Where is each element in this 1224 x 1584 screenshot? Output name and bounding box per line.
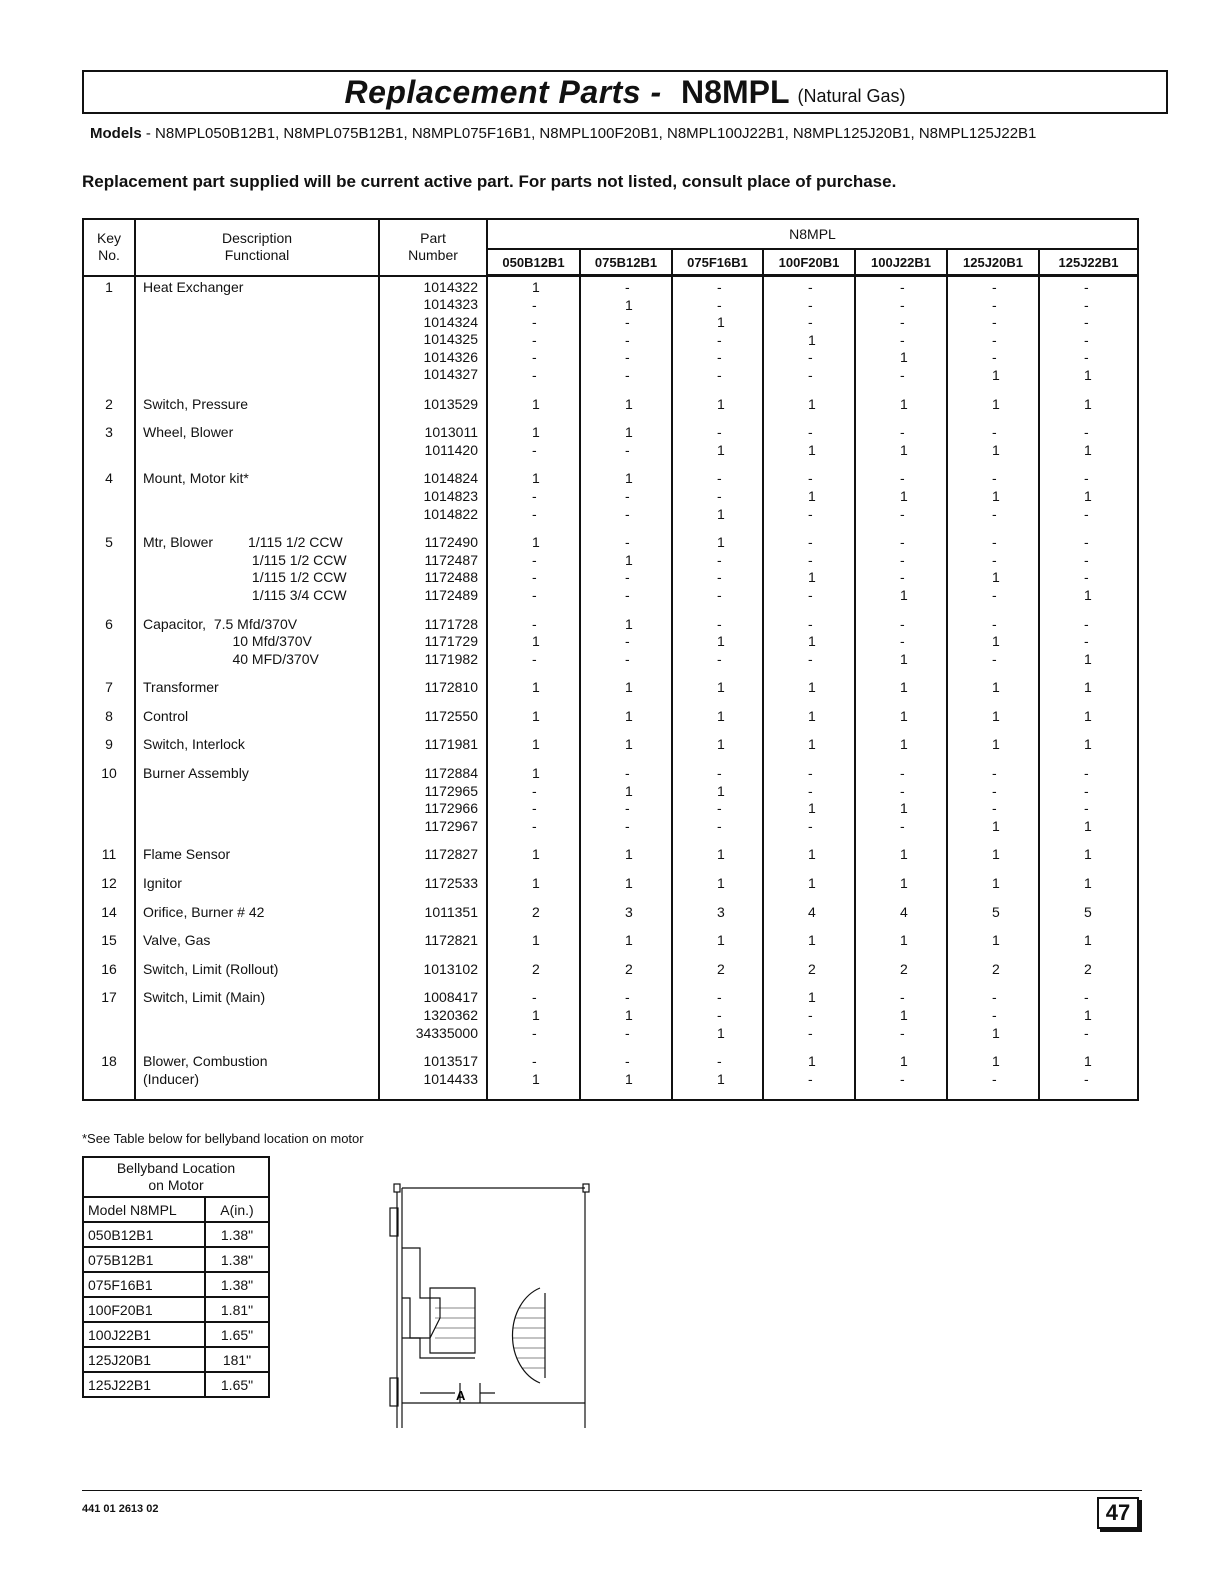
quantity-cell: 4 <box>855 904 947 922</box>
quantity-cell: 1 <box>763 396 855 414</box>
table-row <box>83 989 1138 1042</box>
header-model-col: 100F20B1 <box>763 249 855 276</box>
bellyband-col-a: A(in.) <box>205 1197 269 1222</box>
quantity-cell: 1 <box>855 875 947 893</box>
bellyband-row <box>83 1322 269 1347</box>
part-number: 1171981 <box>379 736 487 754</box>
header-part-number: Part Number <box>379 219 487 276</box>
quantity-cell: 2 <box>1039 961 1138 979</box>
quantity-cell: 1 <box>580 736 672 754</box>
quantity-cell: 2 <box>947 961 1039 979</box>
part-description: Switch, Limit (Rollout) <box>135 961 379 979</box>
quantity-cell: 1 <box>672 396 763 414</box>
bellyband-table <box>82 1156 270 1398</box>
doc-number: 441 01 2613 02 <box>82 1503 159 1515</box>
part-description: Mtr, Blower 1/115 1/2 CCW 1/115 1/2 CCW 1/115 1/2 CCW 1/115 3/4 CCW <box>135 534 379 604</box>
quantity-cell: 1 <box>947 708 1039 726</box>
part-number: 1013011 1011420 <box>379 424 487 459</box>
quantity-cell: 1 <box>763 736 855 754</box>
quantity-cell: - 1 - - <box>580 534 672 604</box>
quantity-cell: 2 <box>672 961 763 979</box>
models-label: Models <box>90 125 142 142</box>
part-description: Transformer <box>135 679 379 697</box>
part-number: 1172810 <box>379 679 487 697</box>
bellyband-model: 100F20B1 <box>83 1297 205 1322</box>
quantity-cell: 1 <box>763 846 855 864</box>
replacement-note: Replacement part supplied will be current active part. For parts not listed, consult place of purchase. <box>82 172 897 191</box>
row-spacer <box>83 523 1138 534</box>
quantity-cell: 1 <box>487 875 580 893</box>
part-description: Control <box>135 708 379 726</box>
bellyband-value: 1.65" <box>205 1322 269 1347</box>
footnote: *See Table below for bellyband location on motor <box>82 1131 364 1146</box>
quantity-cell: - - - - - 1 <box>1039 276 1138 385</box>
quantity-cell: 1 - - <box>763 989 855 1042</box>
header-model-group: N8MPL <box>487 219 1138 249</box>
key-number: 10 <box>83 765 135 835</box>
quantity-cell: 1 <box>1039 846 1138 864</box>
key-number: 15 <box>83 932 135 950</box>
header-model-col: 125J20B1 <box>947 249 1039 276</box>
quantity-cell: 1 <box>855 846 947 864</box>
quantity-cell: 5 <box>1039 904 1138 922</box>
quantity-cell: - - 1 <box>1039 616 1138 669</box>
quantity-cell: 2 <box>855 961 947 979</box>
part-number: 1014322 1014323 1014324 1014325 1014326 1014327 <box>379 276 487 385</box>
part-description: Switch, Interlock <box>135 736 379 754</box>
part-number: 1172550 <box>379 708 487 726</box>
part-description: Switch, Limit (Main) <box>135 989 379 1042</box>
quantity-cell: 1 <box>947 396 1039 414</box>
part-number: 1172827 <box>379 846 487 864</box>
part-number: 1172821 <box>379 932 487 950</box>
quantity-cell: - - - 1 <box>855 534 947 604</box>
part-description: Valve, Gas <box>135 932 379 950</box>
row-spacer <box>83 1042 1138 1053</box>
quantity-cell: - 1 - <box>1039 989 1138 1042</box>
quantity-cell: - - - 1 <box>1039 534 1138 604</box>
quantity-cell: - 1 - <box>1039 470 1138 523</box>
part-number: 1014824 1014823 1014822 <box>379 470 487 523</box>
quantity-cell: 1 <box>672 736 763 754</box>
quantity-cell: - 1 - <box>487 616 580 669</box>
bellyband-model: 100J22B1 <box>83 1322 205 1347</box>
key-number: 2 <box>83 396 135 414</box>
part-number: 1011351 <box>379 904 487 922</box>
quantity-cell: 1 <box>1039 932 1138 950</box>
header-model-col: 075B12B1 <box>580 249 672 276</box>
header-key: Key No. <box>83 219 135 276</box>
quantity-cell: 1 <box>487 679 580 697</box>
key-number: 17 <box>83 989 135 1042</box>
key-number: 14 <box>83 904 135 922</box>
quantity-cell: - 1 - <box>947 616 1039 669</box>
quantity-cell: 1 <box>672 679 763 697</box>
quantity-cell: - - 1 - <box>763 534 855 604</box>
quantity-cell: 1 <box>1039 708 1138 726</box>
quantity-cell: - 1 - - - - <box>580 276 672 385</box>
quantity-cell: 1 <box>487 846 580 864</box>
quantity-cell: 2 <box>580 961 672 979</box>
row-spacer <box>83 893 1138 904</box>
quantity-cell: 1 <box>580 396 672 414</box>
key-number: 7 <box>83 679 135 697</box>
quantity-cell: 1 <box>855 708 947 726</box>
table-row <box>83 616 1138 669</box>
quantity-cell: 1 - <box>1039 1053 1138 1088</box>
part-description: Heat Exchanger <box>135 276 379 385</box>
bellyband-value: 1.38" <box>205 1247 269 1272</box>
bellyband-model: 050B12B1 <box>83 1222 205 1247</box>
quantity-cell: - 1 - - <box>672 765 763 835</box>
bellyband-value: 1.38" <box>205 1272 269 1297</box>
row-spacer <box>83 864 1138 875</box>
bellyband-col-model: Model N8MPL <box>83 1197 205 1222</box>
part-description: Flame Sensor <box>135 846 379 864</box>
quantity-cell: 1 - - - <box>487 765 580 835</box>
quantity-cell: 1 - - - <box>487 534 580 604</box>
quantity-cell: 1 <box>580 708 672 726</box>
quantity-cell: 1 <box>487 932 580 950</box>
bellyband-model: 075B12B1 <box>83 1247 205 1272</box>
quantity-cell: - 1 - <box>672 616 763 669</box>
row-spacer <box>83 1088 1138 1100</box>
quantity-cell: - - 1 <box>672 989 763 1042</box>
row-spacer <box>83 605 1138 616</box>
quantity-cell: 1 <box>487 396 580 414</box>
quantity-cell: 1 <box>947 932 1039 950</box>
quantity-cell: 2 <box>487 904 580 922</box>
row-spacer <box>83 978 1138 989</box>
bellyband-row <box>83 1297 269 1322</box>
header-description: Description Functional <box>135 219 379 276</box>
quantity-cell: - 1 <box>855 424 947 459</box>
parts-table <box>82 218 1139 1101</box>
quantity-cell: 1 <box>763 875 855 893</box>
row-spacer <box>83 921 1138 932</box>
bellyband-model: 125J22B1 <box>83 1372 205 1397</box>
quantity-cell: - - - - - 1 <box>947 276 1039 385</box>
quantity-cell: 1 - - - <box>672 534 763 604</box>
quantity-cell: - - 1 - <box>763 765 855 835</box>
quantity-cell: 1 - - - - - <box>487 276 580 385</box>
part-description: Capacitor, 7.5 Mfd/370V 10 Mfd/370V 40 MFD/370V <box>135 616 379 669</box>
quantity-cell: - 1 <box>763 424 855 459</box>
quantity-cell: 1 <box>947 679 1039 697</box>
quantity-cell: 1 <box>672 932 763 950</box>
quantity-cell: - - - 1 <box>947 765 1039 835</box>
quantity-cell: - 1 <box>580 1053 672 1088</box>
quantity-cell: 1 - <box>580 424 672 459</box>
part-number: 1013102 <box>379 961 487 979</box>
part-number: 1013517 1014433 <box>379 1053 487 1088</box>
quantity-cell: 1 <box>487 708 580 726</box>
quantity-cell: - 1 - <box>763 470 855 523</box>
quantity-cell: - 1 - <box>947 470 1039 523</box>
table-row <box>83 904 1138 922</box>
quantity-cell: 1 <box>763 932 855 950</box>
quantity-cell: - 1 - <box>487 989 580 1042</box>
bellyband-row <box>83 1222 269 1247</box>
quantity-cell: - 1 <box>672 1053 763 1088</box>
quantity-cell: 3 <box>580 904 672 922</box>
part-number: 1172884 1172965 1172966 1172967 <box>379 765 487 835</box>
bellyband-row <box>83 1272 269 1297</box>
quantity-cell: 1 <box>855 932 947 950</box>
bellyband-model: 125J20B1 <box>83 1347 205 1372</box>
blower-motor-diagram <box>380 1178 610 1438</box>
quantity-cell: 1 <box>580 875 672 893</box>
table-row <box>83 932 1138 950</box>
quantity-cell: 1 - <box>947 1053 1039 1088</box>
part-number: 1013529 <box>379 396 487 414</box>
quantity-cell: 1 - - <box>580 470 672 523</box>
quantity-cell: 1 <box>763 708 855 726</box>
bellyband-title: Bellyband Location on Motor <box>83 1157 269 1197</box>
quantity-cell: - - 1 - <box>947 534 1039 604</box>
key-number: 4 <box>83 470 135 523</box>
title-fuel: (Natural Gas) <box>797 85 906 106</box>
row-spacer <box>83 385 1138 396</box>
header-model-col: 075F16B1 <box>672 249 763 276</box>
page-number: 47 <box>1097 1497 1139 1529</box>
row-spacer <box>83 668 1138 679</box>
table-row <box>83 396 1138 414</box>
row-spacer <box>83 413 1138 424</box>
footer-rule <box>82 1490 1142 1491</box>
quantity-cell: 5 <box>947 904 1039 922</box>
key-number: 11 <box>83 846 135 864</box>
bellyband-value: 1.65" <box>205 1372 269 1397</box>
quantity-cell: 4 <box>763 904 855 922</box>
quantity-cell: 1 - - <box>580 616 672 669</box>
part-description: Orifice, Burner # 42 <box>135 904 379 922</box>
quantity-cell: 3 <box>672 904 763 922</box>
key-number: 3 <box>83 424 135 459</box>
table-row <box>83 765 1138 835</box>
part-description: Blower, Combustion (Inducer) <box>135 1053 379 1088</box>
part-number: 1172533 <box>379 875 487 893</box>
bellyband-row <box>83 1372 269 1397</box>
quantity-cell: 1 <box>855 396 947 414</box>
table-row <box>83 961 1138 979</box>
bellyband-value: 1.81" <box>205 1297 269 1322</box>
quantity-cell: 2 <box>487 961 580 979</box>
key-number: 18 <box>83 1053 135 1088</box>
quantity-cell: - - - 1 - - <box>763 276 855 385</box>
row-spacer <box>83 754 1138 765</box>
page-title <box>82 70 1168 114</box>
key-number: 16 <box>83 961 135 979</box>
quantity-cell: - 1 - <box>763 616 855 669</box>
header-model-col: 100J22B1 <box>855 249 947 276</box>
table-row <box>83 1053 1138 1088</box>
quantity-cell: 1 <box>1039 679 1138 697</box>
part-number: 1008417 1320362 34335000 <box>379 989 487 1042</box>
table-row <box>83 708 1138 726</box>
part-description: Wheel, Blower <box>135 424 379 459</box>
quantity-cell: 1 <box>672 846 763 864</box>
key-number: 6 <box>83 616 135 669</box>
quantity-cell: 1 <box>580 932 672 950</box>
row-spacer <box>83 950 1138 961</box>
quantity-cell: 1 <box>487 736 580 754</box>
diagram-label-a: A <box>456 1388 466 1403</box>
quantity-cell: 1 - - <box>487 470 580 523</box>
row-spacer <box>83 459 1138 470</box>
part-number: 1172490 1172487 1172488 1172489 <box>379 534 487 604</box>
quantity-cell: - - 1 <box>855 616 947 669</box>
header-model-col: 125J22B1 <box>1039 249 1138 276</box>
part-description: Burner Assembly <box>135 765 379 835</box>
quantity-cell: - 1 - <box>580 989 672 1042</box>
table-row <box>83 424 1138 459</box>
row-spacer <box>83 835 1138 846</box>
quantity-cell: 1 <box>580 679 672 697</box>
quantity-cell: - 1 <box>947 424 1039 459</box>
key-number: 8 <box>83 708 135 726</box>
quantity-cell: - 1 <box>1039 424 1138 459</box>
key-number: 12 <box>83 875 135 893</box>
table-row <box>83 534 1138 604</box>
bellyband-model: 075F16B1 <box>83 1272 205 1297</box>
table-row <box>83 846 1138 864</box>
quantity-cell: - 1 <box>672 424 763 459</box>
row-spacer <box>83 697 1138 708</box>
quantity-cell: - - 1 - - - <box>672 276 763 385</box>
table-row <box>83 736 1138 754</box>
quantity-cell: - 1 - <box>855 470 947 523</box>
quantity-cell: 1 <box>1039 875 1138 893</box>
title-separator: - <box>641 73 672 110</box>
quantity-cell: - 1 <box>487 1053 580 1088</box>
quantity-cell: 1 <box>947 736 1039 754</box>
table-row <box>83 276 1138 385</box>
quantity-cell: - - 1 - <box>855 765 947 835</box>
part-description: Mount, Motor kit* <box>135 470 379 523</box>
part-description: Ignitor <box>135 875 379 893</box>
quantity-cell: - - 1 <box>672 470 763 523</box>
quantity-cell: 1 <box>855 736 947 754</box>
quantity-cell: 1 <box>763 679 855 697</box>
quantity-cell: 1 <box>855 679 947 697</box>
quantity-cell: 1 <box>672 875 763 893</box>
header-model-col: 050B12B1 <box>487 249 580 276</box>
quantity-cell: - 1 - - <box>580 765 672 835</box>
key-number: 9 <box>83 736 135 754</box>
quantity-cell: - 1 - <box>855 989 947 1042</box>
bellyband-row <box>83 1347 269 1372</box>
table-row <box>83 679 1138 697</box>
quantity-cell: 1 - <box>855 1053 947 1088</box>
part-number: 1171728 1171729 1171982 <box>379 616 487 669</box>
quantity-cell: 2 <box>763 961 855 979</box>
quantity-cell: 1 <box>1039 736 1138 754</box>
bellyband-value: 1.38" <box>205 1222 269 1247</box>
quantity-cell: 1 - <box>763 1053 855 1088</box>
row-spacer <box>83 725 1138 736</box>
quantity-cell: 1 <box>1039 396 1138 414</box>
bellyband-row <box>83 1247 269 1272</box>
title-main: Replacement Parts <box>344 73 642 110</box>
bellyband-value: 181" <box>205 1347 269 1372</box>
part-description: Switch, Pressure <box>135 396 379 414</box>
quantity-cell: 1 <box>580 846 672 864</box>
key-number: 5 <box>83 534 135 604</box>
quantity-cell: 1 <box>947 846 1039 864</box>
title-model: N8MPL <box>681 73 790 110</box>
table-row <box>83 470 1138 523</box>
quantity-cell: 1 <box>672 708 763 726</box>
quantity-cell: - - 1 <box>947 989 1039 1042</box>
table-row <box>83 875 1138 893</box>
quantity-cell: 1 - <box>487 424 580 459</box>
models-list <box>90 124 1150 143</box>
quantity-cell: - - - - 1 - <box>855 276 947 385</box>
key-number: 1 <box>83 276 135 385</box>
models-text: - N8MPL050B12B1, N8MPL075B12B1, N8MPL075F16B1, N8MPL100F20B1, N8MPL100J22B1, N8MPL125J20B1, N8MPL125J22B1 <box>141 125 1037 142</box>
quantity-cell: - - - 1 <box>1039 765 1138 835</box>
quantity-cell: 1 <box>947 875 1039 893</box>
